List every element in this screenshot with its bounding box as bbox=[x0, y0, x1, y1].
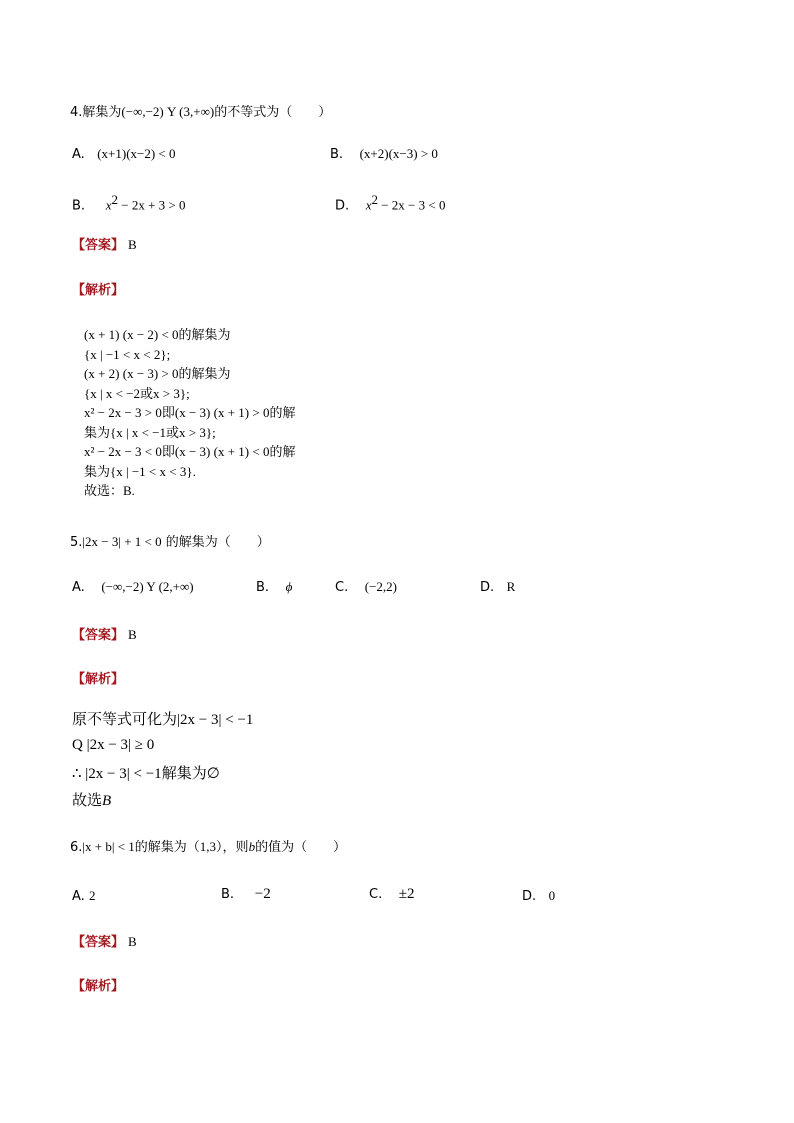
q5-answer: 【答案】 B bbox=[72, 627, 137, 643]
q4-answer-value: B bbox=[128, 237, 137, 252]
q6-option-d[interactable]: D. 0 bbox=[522, 888, 556, 904]
q5-solution-line-3: ∴ |2x − 3| < −1解集为∅ bbox=[72, 764, 220, 782]
q5-analysis-heading: 【解析】 bbox=[72, 672, 125, 687]
q4-set: (−∞,−2) Y (3,+∞) bbox=[121, 104, 215, 119]
q6-stem: 6.|x + b| < 1的解集为（1,3），则b的值为（ ） bbox=[70, 839, 347, 855]
q5-number: 5. bbox=[70, 535, 83, 550]
q5-solution-line-1: 原不等式可化为|2x − 3| < −1 bbox=[72, 710, 254, 728]
q6-number: 6. bbox=[70, 840, 83, 855]
q6-option-b[interactable]: B. −2 bbox=[221, 886, 271, 902]
q4-number: 4. bbox=[70, 105, 83, 120]
q4-option-d[interactable]: D. $x^2 - 2x - 3 < 0$ bbox=[335, 192, 446, 214]
q6-option-c[interactable]: C. ±2 bbox=[369, 886, 415, 902]
q5-option-d[interactable]: D. R bbox=[480, 579, 516, 595]
q4-answer: 【答案】 B bbox=[72, 237, 137, 253]
q5-answer-value: B bbox=[128, 627, 137, 642]
q5-expression: |2x − 3| + 1 < 0 bbox=[82, 534, 162, 549]
q4-solution: (x + 1) (x − 2) < 0的解集为 {x | −1 < x < 2}; (x + 2) (x − 3) > 0的解集为 {x | x < −2或x > 3}; x² − 2x − 3 > 0即(x − 3) (x + 1) > 0的解 集为{x | x < −1或x > 3}; x² − 2x − 3 < 0即(x − 3) (x + 1) < 0的解 集为{x | −1 < x < 3}. 故选：B. bbox=[84, 327, 296, 498]
q6-option-a[interactable]: A. 2 bbox=[72, 888, 96, 904]
q6-answer-value: B bbox=[128, 934, 137, 949]
q5-solution-line-4: 故选B bbox=[72, 791, 112, 809]
q4-option-b[interactable]: B. (x+2)(x−3) > 0 bbox=[330, 146, 438, 162]
q4-stem: 4.解集为(−∞,−2) Y (3,+∞)的不等式为（ ） bbox=[70, 104, 332, 120]
q5-solution-line-2: Q |2x − 3| ≥ 0 bbox=[72, 737, 155, 753]
q4-option-a[interactable]: A. (x+1)(x−2) < 0 bbox=[72, 146, 176, 162]
q4-option-c[interactable]: B. $x^2 - 2x + 3 > 0$ bbox=[72, 192, 186, 214]
q6-analysis-heading: 【解析】 bbox=[72, 979, 125, 994]
q4-analysis-heading: 【解析】 bbox=[72, 283, 125, 298]
q6-expression: |x + b| < 1 bbox=[82, 839, 135, 854]
q5-option-a[interactable]: A. (−∞,−2) Y (2,+∞) bbox=[72, 579, 194, 595]
q5-option-c[interactable]: C. (−2,2) bbox=[335, 579, 397, 595]
q5-option-b[interactable]: B. ϕ bbox=[256, 579, 293, 595]
q6-answer: 【答案】 B bbox=[72, 934, 137, 950]
q5-stem: 5.|2x − 3| + 1 < 0 的解集为（ ） bbox=[70, 534, 270, 550]
